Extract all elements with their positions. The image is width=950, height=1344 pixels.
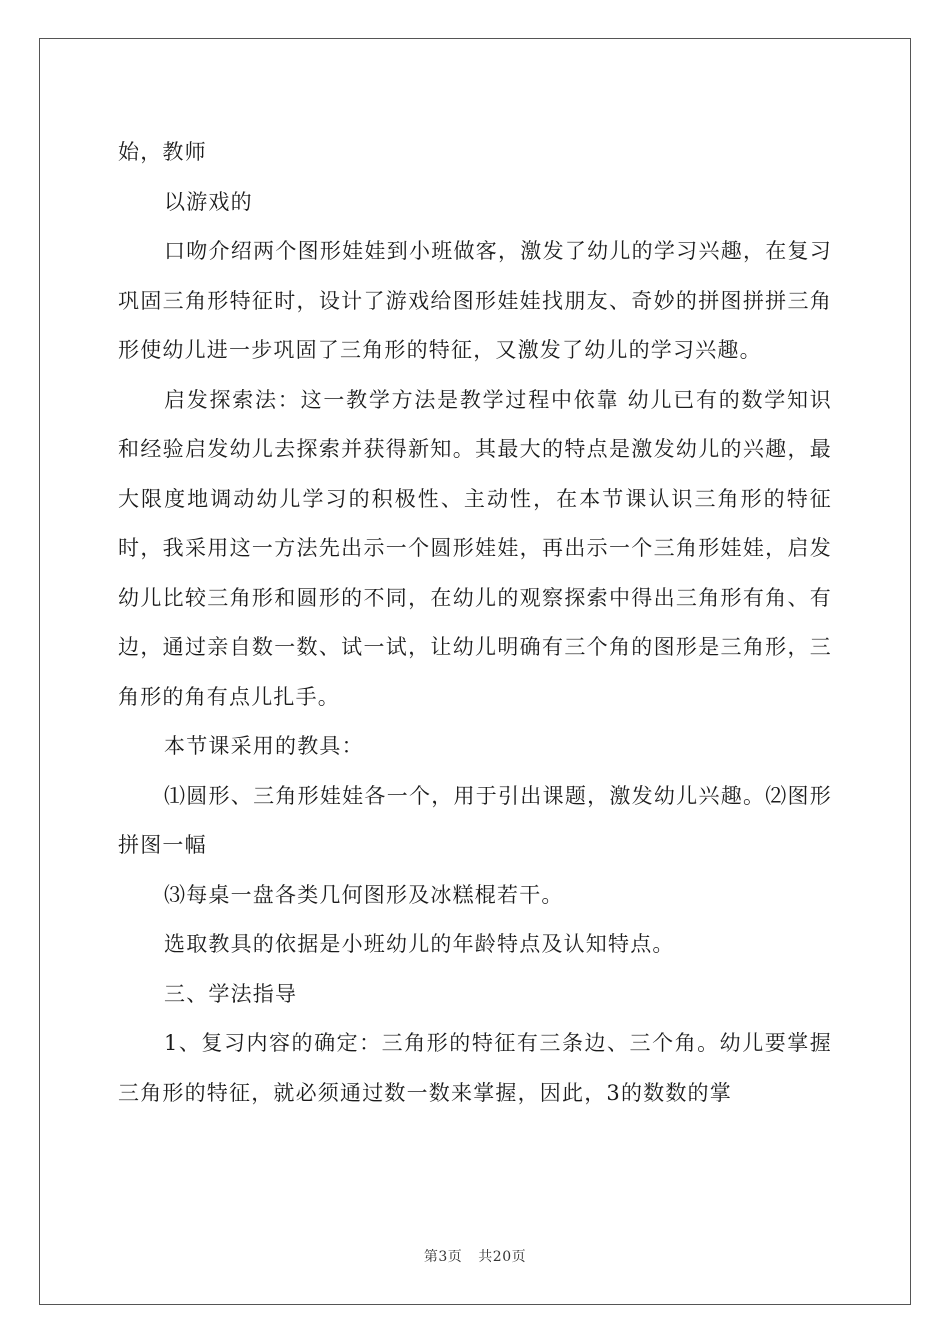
paragraph-7: ⑶每桌一盘各类几何图形及冰糕棍若干。 — [164, 882, 564, 907]
page-number: 第3页 — [423, 1249, 463, 1265]
page-footer — [0, 1246, 950, 1266]
paragraph-3: 口吻介绍两个图形娃娃到小班做客，激发了幼儿的学习兴趣，在复习巩固三角形特征时，设计了游戏给图形娃娃找朋友、奇妙的拼图拼拼三角形使幼儿进一步巩固了三角形的特征，又激发了幼儿的学习兴趣。 — [118, 239, 832, 362]
paragraph-2: 以游戏的 — [164, 189, 253, 214]
paragraph-10: 1、复习内容的确定：三角形的特征有三条边、三个角。幼儿要掌握三角形的特征，就必须通过数一数来掌握，因此，3的数数的掌 — [118, 1031, 832, 1105]
paragraph-8: 选取教具的依据是小班幼儿的年龄特点及认知特点。 — [164, 932, 675, 956]
paragraph-6: ⑴圆形、三角形娃娃各一个，用于引出课题，激发幼儿兴趣。⑵图形拼图一幅 — [118, 783, 832, 857]
paragraph-4: 启发探索法：这一教学方法是教学过程中依靠 幼儿已有的数学知识和经验启发幼儿去探索并获得新知。其最大的特点是激发幼儿的兴趣，最大限度地调动幼儿学习的积极性、主动性，在本节课认识三角形的特征时，我采用这一方法先出示一个圆形娃娃，再出示一个三角形娃娃，启发幼儿比较三角形和圆形的不同，在幼儿的观察探索中得出三角形有角、有边，通过亲自数一数、试一试，让幼儿明确有三个角的图形是三角形，三角形的角有点儿扎手。 — [118, 387, 832, 709]
paragraph-9: 三、学法指导 — [164, 981, 298, 1006]
page-total: 共20页 — [478, 1249, 527, 1265]
document-body — [118, 128, 832, 1118]
paragraph-5: 本节课采用的教具： — [164, 734, 364, 758]
paragraph-1: 始，教师 — [118, 140, 207, 164]
